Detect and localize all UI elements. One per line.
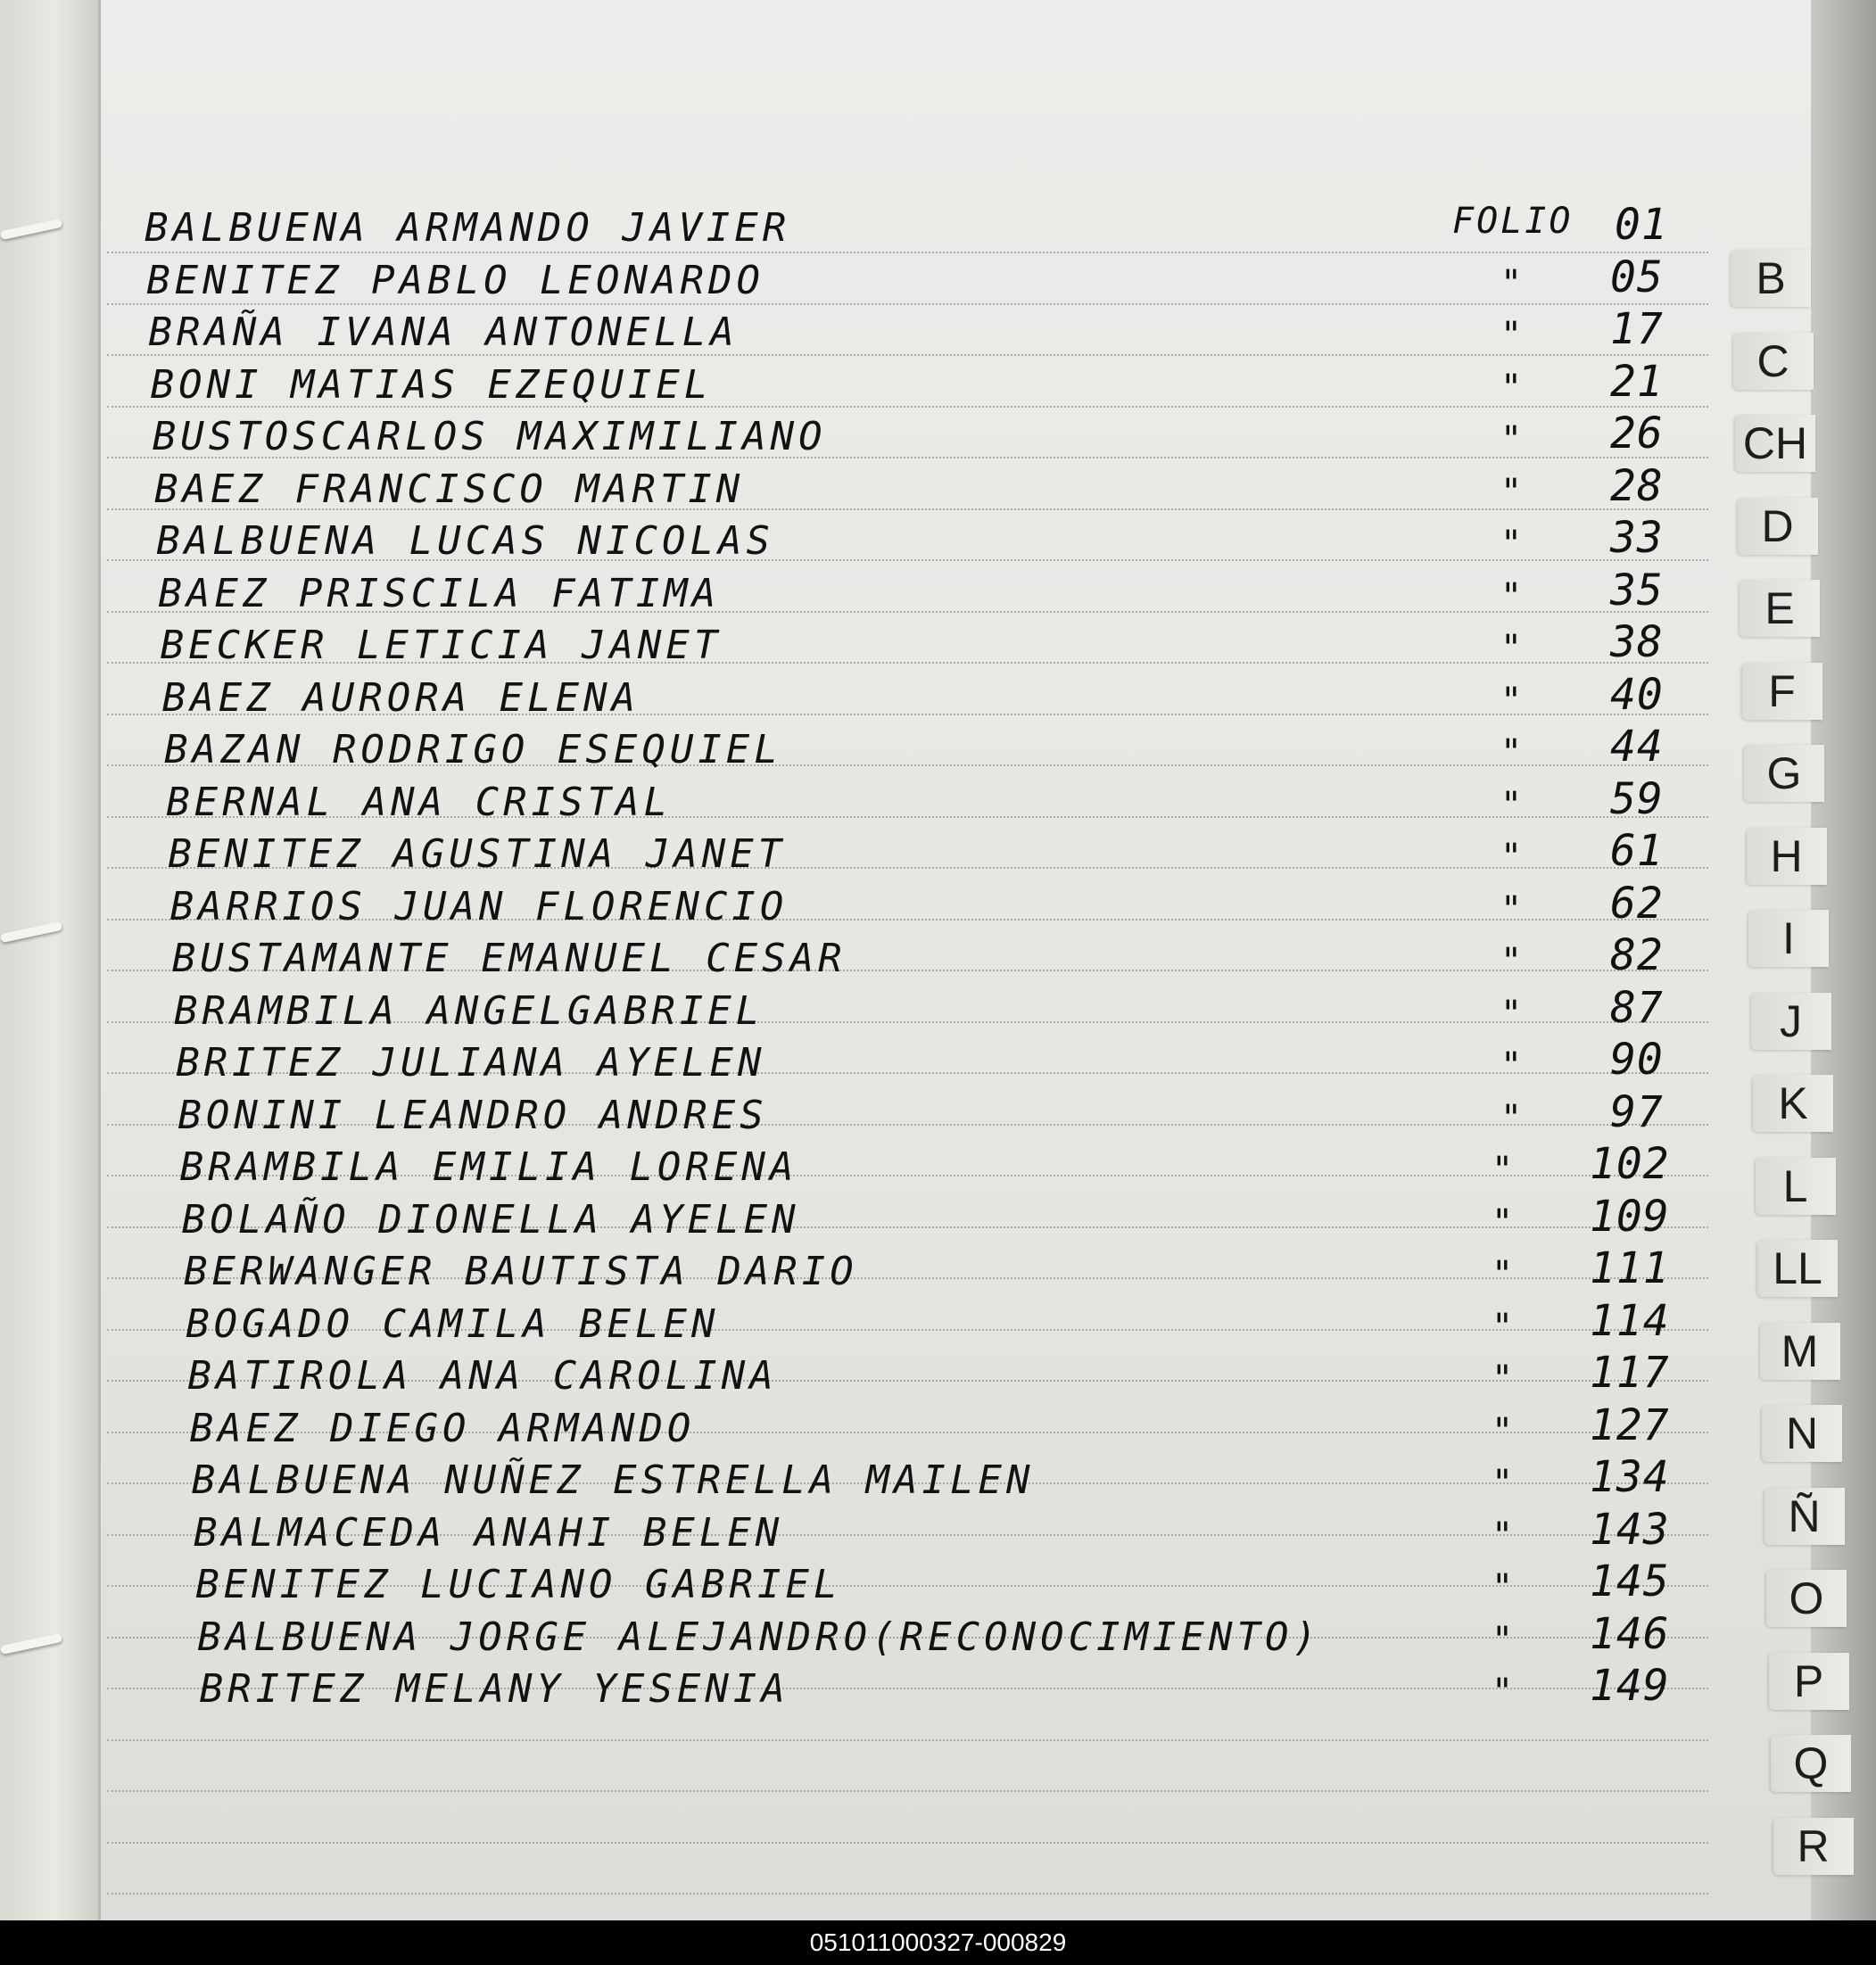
entry-name: BERNAL ANA CRISTAL xyxy=(166,779,673,825)
entry-folio: 33 xyxy=(1610,513,1664,563)
ditto-mark: " xyxy=(1500,367,1523,409)
document-id-footer xyxy=(0,1920,1876,1965)
ditto-mark: " xyxy=(1500,732,1523,773)
entry-name: BALBUENA JORGE ALEJANDRO(RECONOCIMIENTO) xyxy=(197,1614,1321,1660)
entry-folio: 01 xyxy=(1615,200,1668,250)
entry-folio: 109 xyxy=(1590,1191,1670,1242)
entry-name: BERWANGER BAUTISTA DARIO xyxy=(184,1249,858,1294)
alphabet-tab-label: M xyxy=(1781,1325,1819,1376)
entry-folio: 87 xyxy=(1610,982,1664,1033)
alphabet-tab[interactable] xyxy=(1747,828,1827,885)
ditto-mark: " xyxy=(1500,471,1523,513)
entry-name: BALBUENA NUÑEZ ESTRELLA MAILEN xyxy=(191,1457,1035,1503)
entry-name: BRAMBILA EMILIA LORENA xyxy=(179,1144,798,1190)
ditto-mark: " xyxy=(1492,1515,1514,1556)
alphabet-tab[interactable] xyxy=(1733,333,1814,390)
entry-folio: 90 xyxy=(1610,1035,1664,1085)
entry-name: BENITEZ PABLO LEONARDO xyxy=(146,257,764,303)
entry-folio: 114 xyxy=(1590,1295,1670,1346)
entry-folio: 102 xyxy=(1590,1139,1670,1189)
entry-folio: 62 xyxy=(1610,878,1664,929)
entry-folio: 59 xyxy=(1610,773,1664,824)
alphabet-tab[interactable] xyxy=(1771,1735,1851,1792)
entry-name: BARRIOS JUAN FLORENCIO xyxy=(169,883,789,929)
ditto-mark: " xyxy=(1500,837,1523,878)
ditto-mark: " xyxy=(1500,784,1523,826)
entry-name: BAEZ FRANCISCO MARTIN xyxy=(154,466,745,512)
alphabet-tab[interactable] xyxy=(1751,993,1831,1050)
alphabet-tab[interactable] xyxy=(1744,745,1824,802)
alphabet-tab-label: I xyxy=(1782,913,1795,963)
ditto-mark: " xyxy=(1500,262,1523,304)
alphabet-tab[interactable] xyxy=(1735,415,1815,472)
entry-folio: 28 xyxy=(1610,460,1664,511)
ditto-mark: " xyxy=(1500,575,1523,617)
entry-name: BALBUENA ARMANDO JAVIER xyxy=(145,205,791,251)
alphabet-tab[interactable] xyxy=(1738,498,1818,555)
entry-name: BONI MATIAS EZEQUIEL xyxy=(150,361,713,408)
alphabet-tab-label: F xyxy=(1768,665,1796,716)
entry-name: BONINI LEANDRO ANDRES xyxy=(178,1092,768,1138)
entry-name: BRAMBILA ANGELGABRIEL xyxy=(174,987,764,1034)
entry-name: BATIROLA ANA CAROLINA xyxy=(187,1353,778,1399)
alphabet-tab-label: L xyxy=(1782,1160,1808,1211)
entry-folio: 97 xyxy=(1610,1086,1664,1137)
alphabet-tab-label: K xyxy=(1778,1078,1808,1128)
entry-folio: 35 xyxy=(1610,565,1664,615)
alphabet-tab-label: H xyxy=(1770,830,1803,881)
entry-folio: 111 xyxy=(1590,1243,1670,1293)
alphabet-tab-label: R xyxy=(1797,1821,1830,1871)
entry-folio: 117 xyxy=(1590,1348,1670,1398)
alphabet-tab-label: C xyxy=(1756,335,1789,386)
entry-folio: 134 xyxy=(1590,1452,1670,1502)
entry-name: BALBUENA LUCAS NICOLAS xyxy=(156,518,774,564)
ditto-mark: " xyxy=(1500,524,1523,565)
alphabet-tab-label: D xyxy=(1761,500,1794,551)
alphabet-tab[interactable] xyxy=(1760,1323,1840,1380)
entry-folio: 21 xyxy=(1610,356,1664,407)
ditto-mark: " xyxy=(1500,680,1523,722)
entry-name: BAEZ DIEGO ARMANDO xyxy=(189,1405,696,1451)
entry-folio: 17 xyxy=(1610,304,1664,354)
entry-name: BENITEZ LUCIANO GABRIEL xyxy=(195,1562,842,1607)
ditto-mark: " xyxy=(1500,315,1523,356)
entry-name: BRITEZ JULIANA AYELEN xyxy=(176,1040,766,1086)
entry-folio: 44 xyxy=(1610,722,1664,772)
ditto-mark: " xyxy=(1492,1358,1514,1399)
entry-folio: 149 xyxy=(1590,1661,1670,1711)
alphabet-tab-label: CH xyxy=(1742,418,1808,468)
ditto-mark: " xyxy=(1500,1045,1523,1086)
ditto-mark: " xyxy=(1500,941,1523,982)
entry-folio: 127 xyxy=(1590,1399,1670,1450)
ditto-mark: " xyxy=(1492,1463,1514,1504)
alphabet-tab-label: P xyxy=(1793,1655,1824,1706)
entry-name: BUSTAMANTE EMANUEL CESAR xyxy=(171,936,847,981)
ditto-mark: " xyxy=(1500,1097,1523,1139)
entry-name: BAZAN RODRIGO ESEQUIEL xyxy=(164,727,782,772)
alphabet-tab-label: N xyxy=(1785,1408,1819,1458)
alphabet-tab[interactable] xyxy=(1757,1240,1838,1297)
alphabet-tab-label: LL xyxy=(1773,1243,1822,1293)
ditto-mark: " xyxy=(1492,1254,1514,1295)
alphabet-tab-label: Ñ xyxy=(1788,1490,1821,1541)
entry-name: BUSTOSCARLOS MAXIMILIANO xyxy=(152,414,827,459)
entry-folio: 05 xyxy=(1610,252,1664,302)
alphabet-tab[interactable] xyxy=(1753,1075,1833,1132)
ditto-mark: " xyxy=(1492,1619,1514,1661)
alphabet-tab[interactable] xyxy=(1764,1488,1845,1545)
alphabet-tab[interactable] xyxy=(1769,1653,1849,1710)
entry-folio: 146 xyxy=(1590,1608,1670,1659)
alphabet-tab[interactable] xyxy=(1742,663,1822,720)
entry-name: BECKER LETICIA JANET xyxy=(160,623,723,668)
ditto-mark: " xyxy=(1500,888,1523,930)
document-id: 051011000327-000829 xyxy=(809,1928,1067,1956)
entry-name: BAEZ PRISCILA FATIMA xyxy=(158,570,721,616)
alphabet-tab[interactable] xyxy=(1740,580,1820,637)
alphabet-tab[interactable] xyxy=(1756,1158,1836,1215)
entry-name: BRITEZ MELANY YESENIA xyxy=(199,1666,789,1712)
entry-name: BRAÑA IVANA ANTONELLA xyxy=(148,310,739,355)
entry-folio: 40 xyxy=(1610,669,1664,720)
entry-folio: 61 xyxy=(1610,826,1664,876)
entry-folio: 82 xyxy=(1610,930,1664,980)
entry-folio: 145 xyxy=(1590,1556,1670,1606)
entry-folio: 26 xyxy=(1610,409,1664,458)
entry-name: BAEZ AURORA ELENA xyxy=(161,674,640,721)
entry-name: BOGADO CAMILA BELEN xyxy=(186,1300,720,1347)
alphabet-tab[interactable] xyxy=(1773,1818,1854,1875)
alphabet-tab-label: J xyxy=(1780,995,1802,1046)
ditto-mark: " xyxy=(1500,993,1523,1035)
ditto-mark: " xyxy=(1492,1410,1514,1452)
entry-name: BOLAÑO DIONELLA AYELEN xyxy=(181,1196,800,1243)
ditto-mark: " xyxy=(1492,1201,1514,1243)
ditto-mark: " xyxy=(1492,1567,1514,1608)
entry-folio: 38 xyxy=(1610,617,1664,667)
alphabet-tab-label: B xyxy=(1756,253,1786,303)
alphabet-tab-label: O xyxy=(1789,1573,1824,1623)
ditto-mark: " xyxy=(1492,1150,1514,1191)
ditto-mark: " xyxy=(1500,628,1523,669)
alphabet-tab[interactable] xyxy=(1762,1405,1842,1462)
folio-header-label: FOLIO xyxy=(1452,201,1574,242)
entry-name: BENITEZ AGUSTINA JANET xyxy=(168,831,787,877)
alphabet-tab-label: G xyxy=(1766,748,1802,798)
alphabet-tab-label: Q xyxy=(1793,1738,1829,1788)
alphabet-tab[interactable] xyxy=(1766,1570,1847,1627)
alphabet-tab[interactable] xyxy=(1748,910,1829,967)
entry-name: BALMACEDA ANAHI BELEN xyxy=(194,1509,784,1556)
alphabet-tab-label: E xyxy=(1764,583,1795,633)
entry-folio: 143 xyxy=(1590,1504,1670,1555)
ditto-mark: " xyxy=(1492,1306,1514,1348)
ditto-mark: " xyxy=(1500,419,1523,460)
ditto-mark: " xyxy=(1492,1672,1514,1713)
alphabet-tab[interactable] xyxy=(1731,250,1811,307)
